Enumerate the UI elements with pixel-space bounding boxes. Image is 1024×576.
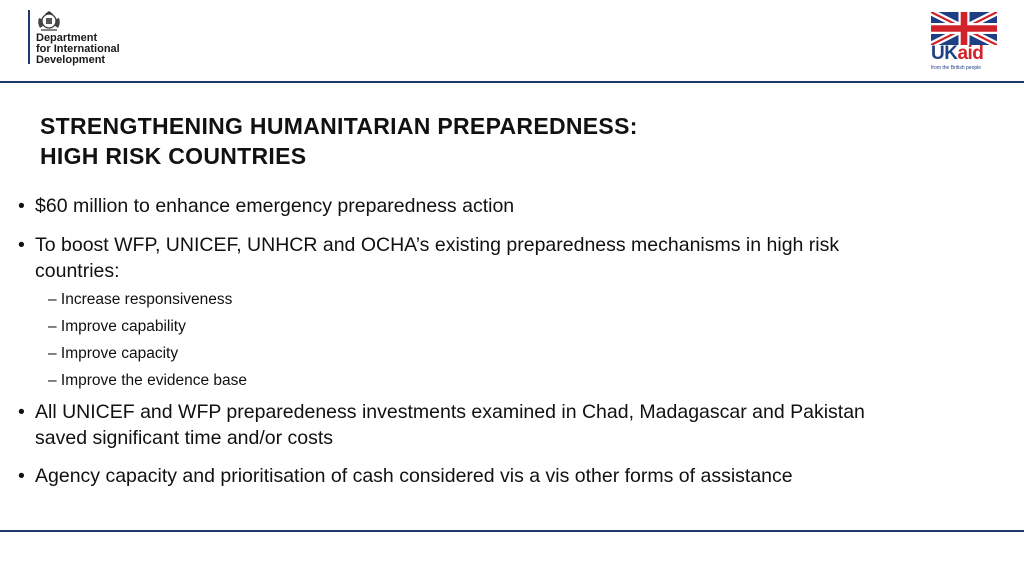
bullet-text-line-2: saved significant time and/or costs: [35, 427, 334, 449]
title-line-1: STRENGTHENING HUMANITARIAN PREPAREDNESS:: [40, 113, 638, 139]
royal-crest-icon: [36, 10, 62, 32]
bullet-text: Agency capacity and prioritisation of cash considered vis a vis other forms of assistance: [35, 465, 793, 487]
slide-title: [40, 111, 940, 171]
ukaid-uk: UK: [931, 43, 958, 64]
footer-divider: [0, 530, 1024, 532]
bullet-text: [35, 232, 975, 284]
sub-bullet-item: – Increase responsiveness: [48, 291, 233, 308]
ukaid-logo: [931, 12, 999, 70]
sub-bullet-item: – Improve capacity: [48, 345, 179, 362]
logo-divider: [28, 10, 30, 64]
bullet-text-line-1: To boost WFP, UNICEF, UNHCR and OCHA’s existing preparedness mechanisms in high risk: [35, 234, 840, 256]
sub-bullet-item: – Improve the evidence base: [48, 372, 248, 389]
bullet-text: [35, 399, 975, 451]
dfid-line-1: Department: [36, 32, 98, 44]
dfid-line-3: Development: [36, 54, 106, 66]
sub-bullet-item: – Improve capability: [48, 318, 186, 335]
ukaid-tagline: from the British people: [931, 65, 982, 71]
bullet-text-line-2: countries:: [35, 260, 120, 282]
title-line-2: HIGH RISK COUNTRIES: [40, 143, 307, 169]
ukaid-wordmark: [931, 44, 999, 64]
bullet-marker: •: [18, 401, 25, 423]
bullet-text: $60 million to enhance emergency preparedness action: [35, 195, 515, 217]
ukaid-aid: aid: [957, 43, 984, 64]
bullet-marker: •: [18, 234, 25, 256]
bullet-marker: •: [18, 195, 25, 217]
header-divider: [0, 81, 1024, 83]
dfid-wordmark: [36, 33, 120, 66]
union-flag-icon: [931, 12, 997, 45]
bullet-text-line-1: All UNICEF and WFP preparedeness investments examined in Chad, Madagascar and Pakistan: [35, 401, 865, 423]
dfid-line-2: for International: [36, 43, 120, 55]
bullet-marker: •: [18, 465, 25, 487]
